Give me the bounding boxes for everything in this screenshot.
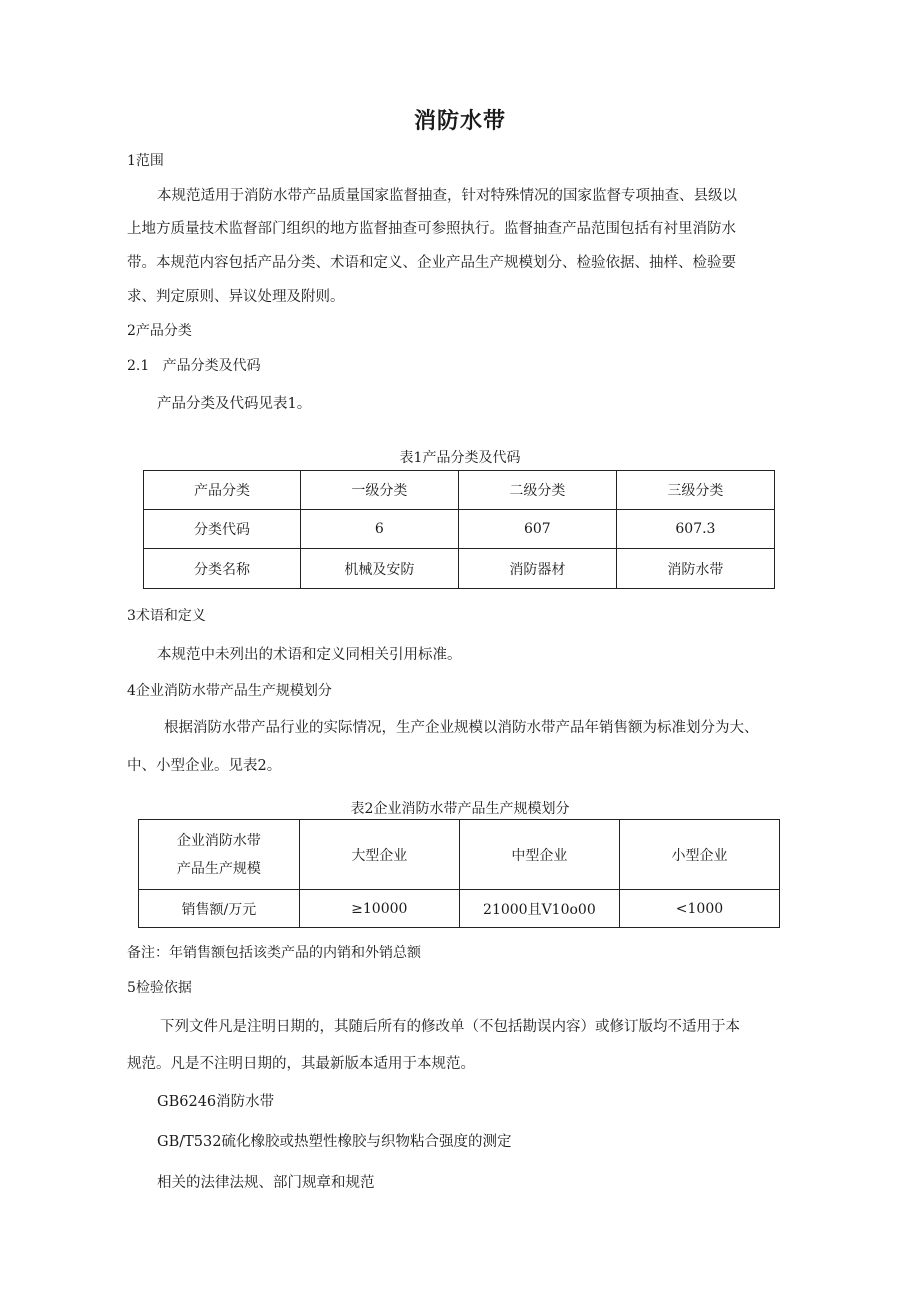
- table-2: [138, 819, 780, 928]
- document-title: 消防水带: [413, 109, 506, 134]
- table-row: [144, 471, 775, 510]
- table-cell: 607: [458, 510, 616, 549]
- section-5-heading: 5检验依据: [127, 980, 192, 996]
- table-cell: 21000且V10o00: [459, 890, 619, 928]
- section-2-heading: 2产品分类: [127, 323, 192, 339]
- table-cell: 二级分类: [458, 471, 616, 510]
- table-cell: 小型企业: [619, 820, 779, 890]
- table-cell: ≥10000: [299, 890, 459, 928]
- table-cell: 6: [300, 510, 458, 549]
- table-row: [139, 820, 780, 890]
- section-5-line: 下列文件凡是注明日期的，其随后所有的修改单（不包括勘误内容）或修订版均不适用于本: [160, 1019, 740, 1035]
- section-1-line: 带。本规范内容包括产品分类、术语和定义、企业产品生产规模划分、检验依据、抽样、检验要: [127, 255, 736, 271]
- section-4-line: 根据消防水带产品行业的实际情况，生产企业规模以消防水带产品年销售额为标准划分为大、: [164, 720, 759, 736]
- reference-item: 相关的法律法规、部门规章和规范: [157, 1175, 375, 1191]
- section-2-1-heading: 2.1 产品分类及代码: [127, 358, 261, 374]
- header-line: 企业消防水带: [176, 832, 261, 849]
- table-header-cell: [139, 820, 300, 890]
- table-cell: 607.3: [616, 510, 774, 549]
- section-5-line: 规范。凡是不注明日期的，其最新版本适用于本规范。: [127, 1056, 475, 1072]
- table-row: [144, 549, 775, 589]
- table-cell: 分类名称: [144, 549, 301, 589]
- reference-item: GB/T532硫化橡胶或热塑性橡胶与织物粘合强度的测定: [157, 1134, 512, 1150]
- section-3-text: 本规范中未列出的术语和定义同相关引用标准。: [157, 647, 462, 663]
- table-cell: 消防器材: [458, 549, 616, 589]
- header-line: 产品生产规模: [176, 860, 261, 877]
- table-cell: 分类代码: [144, 510, 301, 549]
- section-4-heading: 4企业消防水带产品生产规模划分: [127, 683, 332, 699]
- table-cell: 一级分类: [300, 471, 458, 510]
- section-3-heading: 3术语和定义: [127, 608, 206, 624]
- table-2-note: 备注：年销售额包括该类产品的内销和外销总额: [127, 945, 421, 961]
- table-cell: 产品分类: [144, 471, 301, 510]
- section-4-line: 中、小型企业。见表2。: [127, 758, 282, 774]
- table-cell: 中型企业: [459, 820, 619, 890]
- table-cell: 消防水带: [616, 549, 774, 589]
- table-1: [143, 470, 775, 589]
- table-cell: 机械及安防: [300, 549, 458, 589]
- section-1-line: 本规范适用于消防水带产品质量国家监督抽查，针对特殊情况的国家监督专项抽查、县级以: [157, 188, 737, 204]
- section-1-heading: 1范围: [127, 153, 164, 169]
- table-2-caption: 表2企业消防水带产品生产规模划分: [350, 801, 570, 817]
- table-1-caption: 表1产品分类及代码: [399, 450, 521, 466]
- table-cell: 三级分类: [616, 471, 774, 510]
- reference-item: GB6246消防水带: [157, 1094, 275, 1110]
- table-row: [144, 510, 775, 549]
- section-1-line: 求、判定原则、异议处理及附则。: [127, 289, 345, 305]
- table-row: [139, 890, 780, 928]
- table-cell: <1000: [619, 890, 779, 928]
- table-cell: 销售额/万元: [139, 890, 300, 928]
- table-cell: 大型企业: [299, 820, 459, 890]
- section-1-line: 上地方质量技术监督部门组织的地方监督抽查可参照执行。监督抽查产品范围包括有衬里消防水: [127, 221, 736, 237]
- section-2-1-text: 产品分类及代码见表1。: [157, 396, 312, 412]
